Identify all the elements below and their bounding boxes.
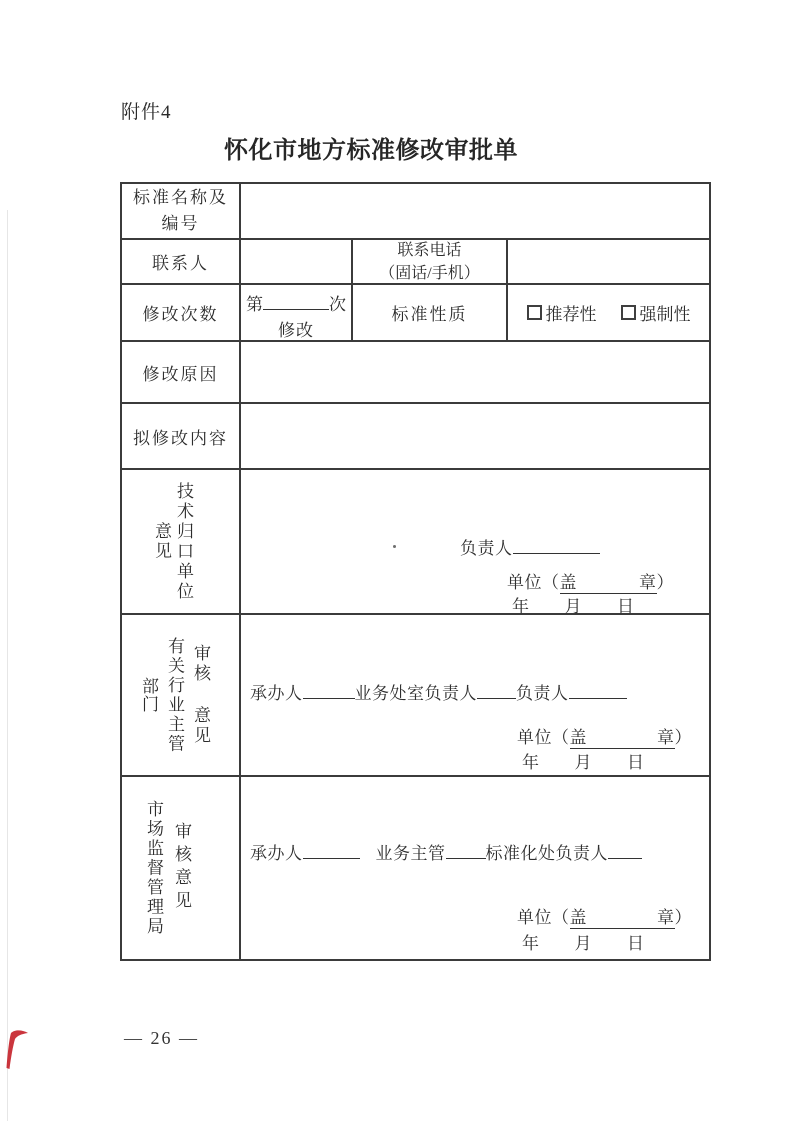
scan-edge-line <box>7 210 8 1121</box>
industry-opinion-label <box>122 615 239 775</box>
row-standard-name <box>122 184 709 238</box>
industry-division-label: 业务处室负责人 <box>354 684 477 703</box>
mod-content-value-cell <box>239 404 709 468</box>
market-std-leader-label: 标准化处负责人 <box>485 844 608 863</box>
tech-unit-suffix: ） <box>656 573 674 592</box>
tech-seal-blank <box>560 568 657 594</box>
market-handler-blank <box>303 842 360 859</box>
mod-count-value-cell <box>239 285 351 340</box>
industry-unit-prefix: 单位（ <box>517 728 570 747</box>
industry-seal-blank <box>570 723 675 749</box>
industry-opinion-content-cell <box>239 615 709 775</box>
option-mandatory <box>621 300 691 325</box>
tech-unit-prefix: 单位（ <box>507 573 560 592</box>
standard-name-label <box>122 184 239 238</box>
checkbox-mandatory-icon <box>621 305 636 320</box>
phone-label-line2: （固话/手机） <box>379 264 480 282</box>
approval-form-table <box>120 182 711 961</box>
standard-nature-label: 标准性质 <box>351 285 506 340</box>
tech-date-line: 年 月 日 <box>512 597 635 616</box>
market-unit-seal-line <box>517 903 692 929</box>
standard-name-value-cell <box>239 184 709 238</box>
mod-count-blank <box>263 293 329 310</box>
industry-division-blank <box>477 682 516 699</box>
market-unit-prefix: 单位（ <box>517 908 570 927</box>
page-number: — 26 — <box>124 1028 199 1048</box>
market-seal-right: 章 <box>657 908 675 927</box>
row-mod-content <box>122 402 709 468</box>
contact-phone-value-cell <box>506 240 709 283</box>
mod-reason-value-cell <box>239 342 709 402</box>
form-title: 怀化市地方标准修改审批单 <box>224 138 518 164</box>
row-market-opinion <box>122 775 709 959</box>
industry-unit-seal-line <box>517 723 692 749</box>
industry-vlabel-right: 审核 意见 <box>191 644 210 746</box>
mod-reason-label: 修改原因 <box>142 364 219 384</box>
contact-phone-label <box>351 240 506 283</box>
tech-opinion-label <box>122 470 239 613</box>
market-seal-blank <box>570 903 675 929</box>
market-unit-suffix: ） <box>674 908 692 927</box>
market-date-line: 年 月 日 <box>522 934 645 953</box>
row-mod-reason <box>122 340 709 402</box>
mod-count-line2: 修改 <box>278 321 314 340</box>
mod-count-prefix: 第 <box>246 295 263 314</box>
contact-label: 联系人 <box>152 254 209 273</box>
tech-seal-left: 盖 <box>559 573 577 592</box>
industry-handler-blank <box>303 682 355 699</box>
market-vlabel-right: 审核意见 <box>172 822 191 914</box>
contact-value-cell <box>239 240 351 283</box>
tech-seal-right: 章 <box>639 573 657 592</box>
checkbox-recommended-icon <box>527 305 542 320</box>
market-std-leader-blank <box>608 842 642 859</box>
tech-leader-blank <box>513 537 600 554</box>
mod-count-label: 修改次数 <box>142 305 219 324</box>
row-mod-count <box>122 283 709 340</box>
standard-nature-options-cell <box>506 285 709 340</box>
market-supervisor-blank <box>446 842 486 859</box>
industry-leader-blank <box>569 682 627 699</box>
tech-opinion-vlabel-right: 技术归口单位 <box>174 481 193 602</box>
attachment-label: 附件4 <box>121 102 172 123</box>
industry-signature-line <box>250 679 627 704</box>
industry-vlabel-left: 部门 <box>139 677 158 713</box>
market-opinion-content-cell <box>239 777 709 959</box>
tech-unit-seal-line <box>507 568 674 594</box>
tech-leader-label: 负责人 <box>460 539 513 558</box>
industry-unit-suffix: ） <box>674 728 692 747</box>
standard-name-label-line1: 标准名称及 <box>133 188 228 207</box>
market-opinion-label <box>122 777 239 959</box>
red-ink-mark <box>5 1029 31 1073</box>
mod-count-ordinal-line <box>246 290 346 315</box>
option-recommended-label: 推荐性 <box>545 305 597 324</box>
tech-opinion-vlabel-left: 意见 <box>152 522 171 561</box>
row-industry-opinion <box>122 613 709 775</box>
phone-label-line1: 联系电话 <box>397 241 462 259</box>
mod-count-suffix: 次 <box>329 295 346 314</box>
market-supervisor-label: 业务主管 <box>375 844 446 863</box>
option-recommended <box>527 300 597 325</box>
market-signature-line <box>250 839 642 864</box>
industry-handler-label: 承办人 <box>250 684 303 703</box>
tech-opinion-content-cell <box>239 470 709 616</box>
industry-leader-label: 负责人 <box>516 684 569 703</box>
row-contact <box>122 238 709 283</box>
standard-name-label-line2: 编号 <box>161 214 200 233</box>
option-mandatory-label: 强制性 <box>639 305 691 324</box>
industry-seal-right: 章 <box>657 728 675 747</box>
industry-seal-left: 盖 <box>569 728 587 747</box>
market-vlabel-left: 市场监督管理局 <box>144 799 163 937</box>
market-seal-left: 盖 <box>569 908 587 927</box>
market-handler-label: 承办人 <box>250 844 303 863</box>
industry-vlabel-mid: 有关行业主管 <box>165 636 184 754</box>
tech-leader-line <box>460 534 600 559</box>
mod-content-label: 拟修改内容 <box>133 428 228 448</box>
industry-date-line: 年 月 日 <box>522 753 645 772</box>
row-tech-opinion <box>122 468 709 616</box>
